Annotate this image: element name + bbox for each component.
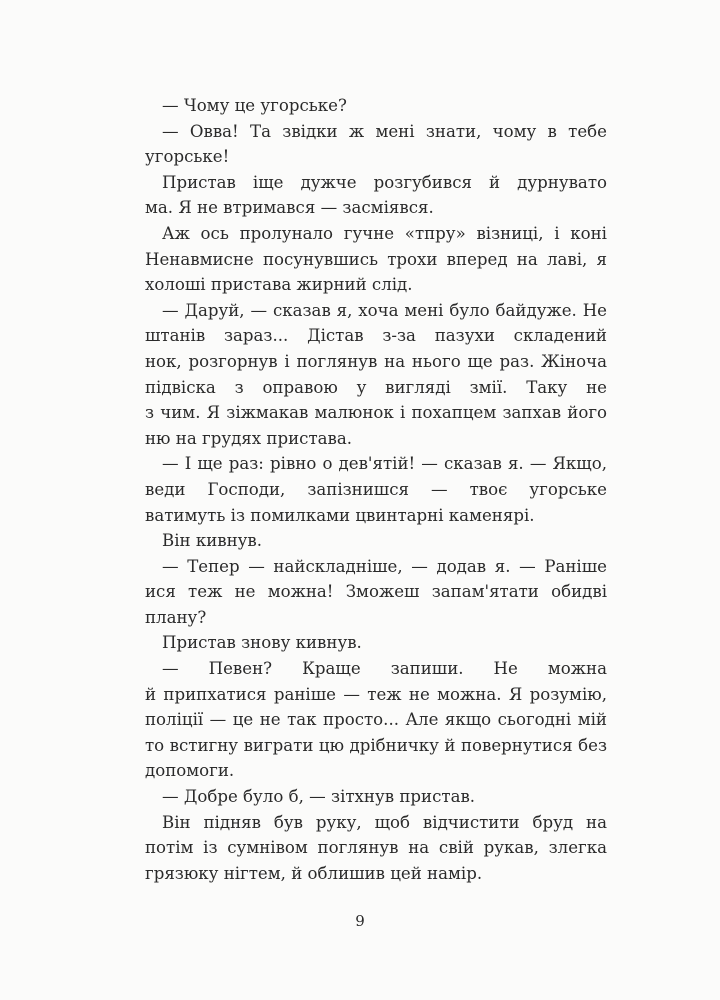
text-line: — Тепер — найскладніше, — додав я. — Раніше — [162, 556, 607, 576]
text-line: Ненавмисне посунувшись трохи вперед на лаві, я — [145, 249, 607, 269]
text-line: поліції — це не так просто... Але якщо сьогодні мій — [145, 710, 607, 730]
text-line: Він підняв був руку, щоб відчистити бруд на — [162, 812, 607, 832]
text-line: — І ще раз: рівно о дев'ятій! — сказав я. — Якщо, — [162, 454, 607, 474]
text-line: плану? — [145, 607, 207, 627]
text-line: з чим. Я зіжмакав малюнок і похапцем запхав його — [145, 403, 607, 423]
text-line: — Добре було б, — зітхнув пристав. — [162, 787, 476, 807]
body-text — [145, 93, 607, 886]
text-line: нок, розгорнув і поглянув на нього ще раз. Жіноча — [145, 351, 607, 371]
text-line: веди Господи, запізнишся — твоє угорське — [145, 479, 607, 499]
text-line: Він кивнув. — [162, 531, 263, 551]
text-line: Пристав знову кивнув. — [162, 633, 362, 653]
text-line: угорське! — [145, 147, 230, 167]
text-line: потім із сумнівом поглянув на свій рукав, злегка — [145, 838, 607, 858]
text-line: — Певен? Краще запиши. Не можна — [162, 659, 607, 679]
text-line: — Даруй, — сказав я, хоча мені було байдуже. Не — [162, 300, 607, 320]
text-line: Пристав іще дужче розгубився й дурнувато — [162, 172, 607, 192]
text-line: ню на грудях пристава. — [145, 428, 353, 448]
text-line: ма. Я не втримався — засміявся. — [145, 198, 434, 218]
text-line: то встигну виграти цю дрібничку й повернутися без — [145, 735, 607, 755]
text-line: холоші пристава жирний слід. — [145, 275, 413, 295]
text-line: — Овва! Та звідки ж мені знати, чому в тебе — [162, 121, 607, 141]
text-line: Аж ось пролунало гучне «тпру» візниці, і коні — [162, 223, 607, 243]
text-line: ватимуть із помилками цвинтарні каменярі. — [145, 505, 535, 525]
text-line: грязюку нігтем, й облишив цей намір. — [145, 863, 483, 883]
page-number: 9 — [355, 912, 365, 930]
text-line: допомоги. — [145, 761, 235, 781]
text-line: ися теж не можна! Зможеш запам'ятати обидві — [145, 582, 607, 602]
text-line: й припхатися раніше — теж не можна. Я розумію, — [145, 684, 607, 704]
text-line: штанів зараз... Дістав з-за пазухи складений — [145, 326, 607, 346]
text-line: підвіска з оправою у вигляді змії. Таку не — [145, 377, 607, 397]
text-line: — Чому це угорське? — [162, 96, 347, 115]
